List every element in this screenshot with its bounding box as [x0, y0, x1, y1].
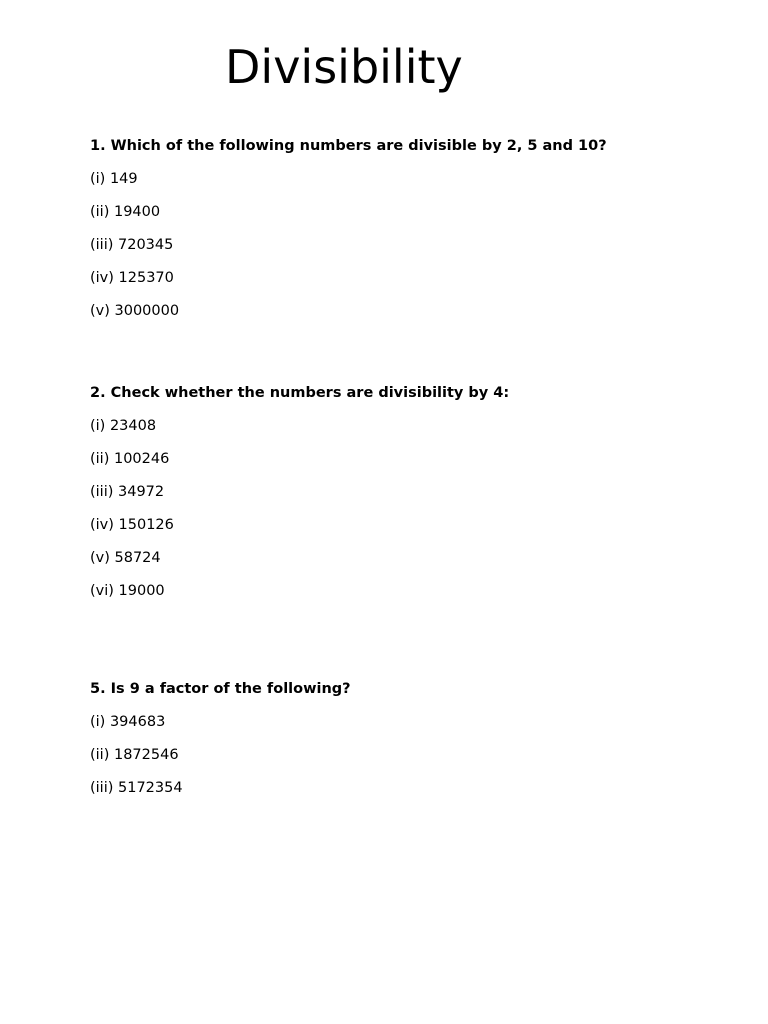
option-item: (iv) 150126 — [90, 517, 174, 533]
option-item: (i) 394683 — [90, 714, 166, 730]
question-options — [90, 416, 509, 601]
question-heading: 2. Check whether the numbers are divisibility by 4: — [90, 385, 510, 401]
page-title: Divisibility — [225, 40, 463, 94]
option-item: (ii) 100246 — [90, 451, 170, 467]
question-heading: 1. Which of the following numbers are divisible by 2, 5 and 10? — [90, 138, 607, 154]
option-item: (iii) 34972 — [90, 484, 165, 500]
option-item: (i) 23408 — [90, 418, 157, 434]
option-item: (i) 149 — [90, 171, 138, 187]
question-options — [90, 169, 607, 321]
option-item: (ii) 19400 — [90, 204, 161, 220]
option-item: (iv) 125370 — [90, 270, 174, 286]
question-options — [90, 712, 351, 798]
option-item: (vi) 19000 — [90, 583, 165, 599]
question-5 — [90, 679, 351, 798]
option-item: (iii) 5172354 — [90, 780, 183, 796]
question-1 — [90, 136, 607, 321]
option-item: (v) 58724 — [90, 550, 161, 566]
option-item: (v) 3000000 — [90, 303, 180, 319]
option-item: (ii) 1872546 — [90, 747, 179, 763]
question-heading: 5. Is 9 a factor of the following? — [90, 681, 351, 697]
question-2 — [90, 383, 509, 601]
option-item: (iii) 720345 — [90, 237, 174, 253]
